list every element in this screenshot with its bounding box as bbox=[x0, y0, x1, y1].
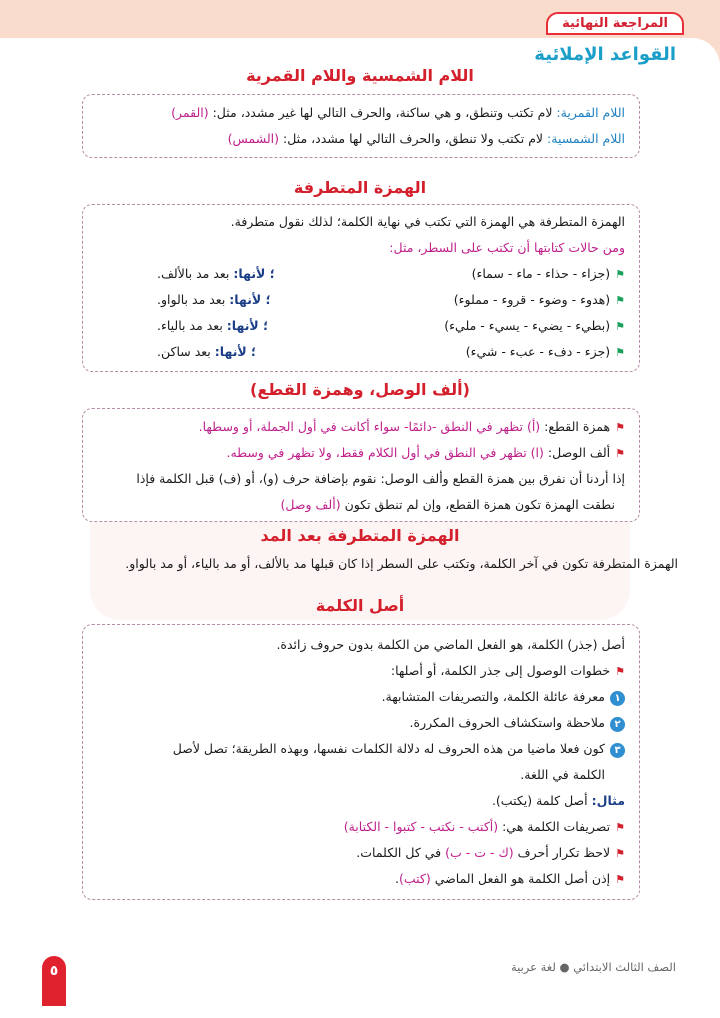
root-step-3-cont: الكلمة في اللغة. bbox=[520, 767, 605, 782]
hamza-row-examples: (جزاء - حذاء - ماء - سماء) bbox=[471, 266, 611, 281]
lam-qamariya-text: لام تكتب وتنطق، و هي ساكنة، والحرف التالي لها غير مشدد، مثل: bbox=[208, 105, 557, 120]
flag-icon: ⚑ bbox=[615, 320, 625, 333]
repeat-suffix: في كل الكلمات. bbox=[356, 845, 446, 860]
root-step-2-text: ملاحظة واستكشاف الحروف المكررة. bbox=[409, 715, 605, 730]
flag-icon: ⚑ bbox=[615, 294, 625, 307]
qat-text: (أ) تظهر في النطق -دائمًا- سواء أكانت في أول الجملة، أو وسطها. bbox=[198, 419, 541, 434]
because-label: ؛ لأنها: bbox=[226, 318, 269, 333]
because-label: ؛ لأنها: bbox=[214, 344, 257, 359]
example-text: أصل كلمة (يكتب). bbox=[491, 793, 592, 808]
alif-box bbox=[82, 408, 640, 522]
lam-shamsiya-line bbox=[97, 131, 625, 146]
lam-shamsiya-text: لام تكتب ولا تنطق، والحرف التالي لها مشدد، مثل: bbox=[279, 131, 548, 146]
conj-label: تصريفات الكلمة هي: bbox=[498, 819, 611, 834]
result-label: إذن أصل الكلمة هو الفعل الماضي bbox=[430, 871, 611, 886]
hamza-row-examples: (هدوء - وضوء - قروء - مملوء) bbox=[453, 292, 611, 307]
root-steps-title: خطوات الوصول إلى جذر الكلمة، أو أصلها: bbox=[390, 663, 611, 678]
flag-icon: ⚑ bbox=[615, 873, 625, 886]
flag-icon: ⚑ bbox=[615, 821, 625, 834]
root-step-1 bbox=[97, 689, 625, 706]
root-repeat-line bbox=[97, 845, 625, 860]
wasl-label: ألف الوصل: bbox=[543, 445, 611, 460]
page-number: ٥ bbox=[42, 956, 66, 1006]
section-title-root: أصل الكلمة bbox=[315, 596, 405, 615]
root-conj-line bbox=[97, 819, 625, 834]
hamza-row-examples: (جزء - دفء - عبء - شيء) bbox=[465, 344, 611, 359]
root-example-line bbox=[97, 793, 625, 808]
distinguish-line: إذا أردنا أن نفرق بين همزة القطع وألف الوصل: نقوم بإضافة حرف (و)، أو (ف) قبل الكلمة فإذا bbox=[136, 471, 625, 486]
hamza-madd-text: الهمزة المتطرفة تكون في آخر الكلمة، وتكتب على السطر إذا كان قبلها مد بالألف، أو مد بالياء، أو مد بالواو. bbox=[125, 556, 678, 571]
hamza-row-reason: بعد مد بالواو. bbox=[157, 292, 230, 307]
flag-icon: ⚑ bbox=[615, 268, 625, 281]
repeat-label: لاحظ تكرار أحرف bbox=[513, 845, 611, 860]
root-step-1-text: معرفة عائلة الكلمة، والتصريفات المتشابهة. bbox=[381, 689, 605, 704]
distinguish-text: نطقت الهمزة تكون همزة القطع، وإن لم تنطق تكون bbox=[340, 497, 615, 512]
section-title-hamza: الهمزة المتطرفة bbox=[293, 178, 427, 197]
repeat-value: (ك - ت - ب) bbox=[445, 845, 514, 860]
flag-icon: ⚑ bbox=[615, 847, 625, 860]
conj-value: (أكتب - نكتب - كتبوا - الكتابة) bbox=[343, 819, 499, 834]
wasl-text: (ا) تظهر في النطق في أول الكلام فقط، ولا تظهر في وسطه. bbox=[226, 445, 544, 460]
lam-qamariya-label: اللام القمرية: bbox=[556, 105, 625, 120]
root-step-2 bbox=[97, 715, 625, 732]
lam-box bbox=[82, 94, 640, 158]
root-step-3-text: كون فعلا ماضيا من هذه الحروف له دلالة الكلمات نفسها، وبهذه الطريقة؛ تصل لأصل bbox=[172, 741, 605, 756]
result-end: . bbox=[395, 871, 399, 886]
flag-icon: ⚑ bbox=[615, 447, 625, 460]
hamza-row-reason: بعد مد بالياء. bbox=[157, 318, 227, 333]
root-box bbox=[82, 624, 640, 900]
section-title-alif: (ألف الوصل، وهمزة القطع) bbox=[250, 380, 470, 399]
step-number-badge: ٢ bbox=[610, 717, 625, 732]
example-label: مثال: bbox=[591, 793, 625, 808]
lam-qamariya-line bbox=[97, 105, 625, 120]
footer-subject: الصف الثالث الابتدائي ● لغة عربية bbox=[510, 960, 676, 974]
root-step-3 bbox=[97, 741, 625, 758]
hamza-box bbox=[82, 204, 640, 372]
flag-icon: ⚑ bbox=[615, 665, 625, 678]
step-number-badge: ١ bbox=[610, 691, 625, 706]
because-label: ؛ لأنها: bbox=[233, 266, 275, 281]
section-title-lam: اللام الشمسية واللام القمرية bbox=[246, 66, 474, 85]
root-result-line bbox=[97, 871, 625, 886]
unit-title: القواعد الإملائية bbox=[534, 44, 676, 65]
step-number-badge: ٣ bbox=[610, 743, 625, 758]
because-label: ؛ لأنها: bbox=[229, 292, 271, 307]
lam-shamsiya-label: اللام الشمسية: bbox=[547, 131, 625, 146]
result-value: (كتب) bbox=[398, 871, 431, 886]
lam-qamariya-example: (القمر) bbox=[171, 105, 209, 120]
hamza-row-examples: (بطيء - يضيء - يسيء - مليء) bbox=[444, 318, 611, 333]
review-tab: المراجعة النهائية bbox=[546, 12, 684, 35]
hamza-subtitle: ومن حالات كتابتها أن تكتب على السطر، مثل: bbox=[389, 240, 625, 255]
wasl-line bbox=[97, 445, 625, 460]
lam-shamsiya-example: (الشمس) bbox=[227, 131, 280, 146]
hamza-intro: الهمزة المتطرفة هي الهمزة التي تكتب في نهاية الكلمة؛ لذلك نقول متطرفة. bbox=[230, 214, 625, 229]
hamza-row-reason: بعد مد بالألف. bbox=[157, 266, 234, 281]
qat-label: همزة القطع: bbox=[540, 419, 611, 434]
qat-line bbox=[97, 419, 625, 434]
hamza-row-reason: بعد ساكن. bbox=[157, 344, 215, 359]
distinguish-line-2 bbox=[97, 497, 615, 512]
distinguish-example: (ألف وصل) bbox=[280, 497, 341, 512]
root-steps-title-line bbox=[97, 663, 625, 678]
flag-icon: ⚑ bbox=[615, 421, 625, 434]
flag-icon: ⚑ bbox=[615, 346, 625, 359]
section-title-hamza-madd: الهمزة المتطرفة بعد المد bbox=[260, 526, 460, 545]
root-definition: أصل (جذر) الكلمة، هو الفعل الماضي من الكلمة بدون حروف زائدة. bbox=[276, 637, 625, 652]
